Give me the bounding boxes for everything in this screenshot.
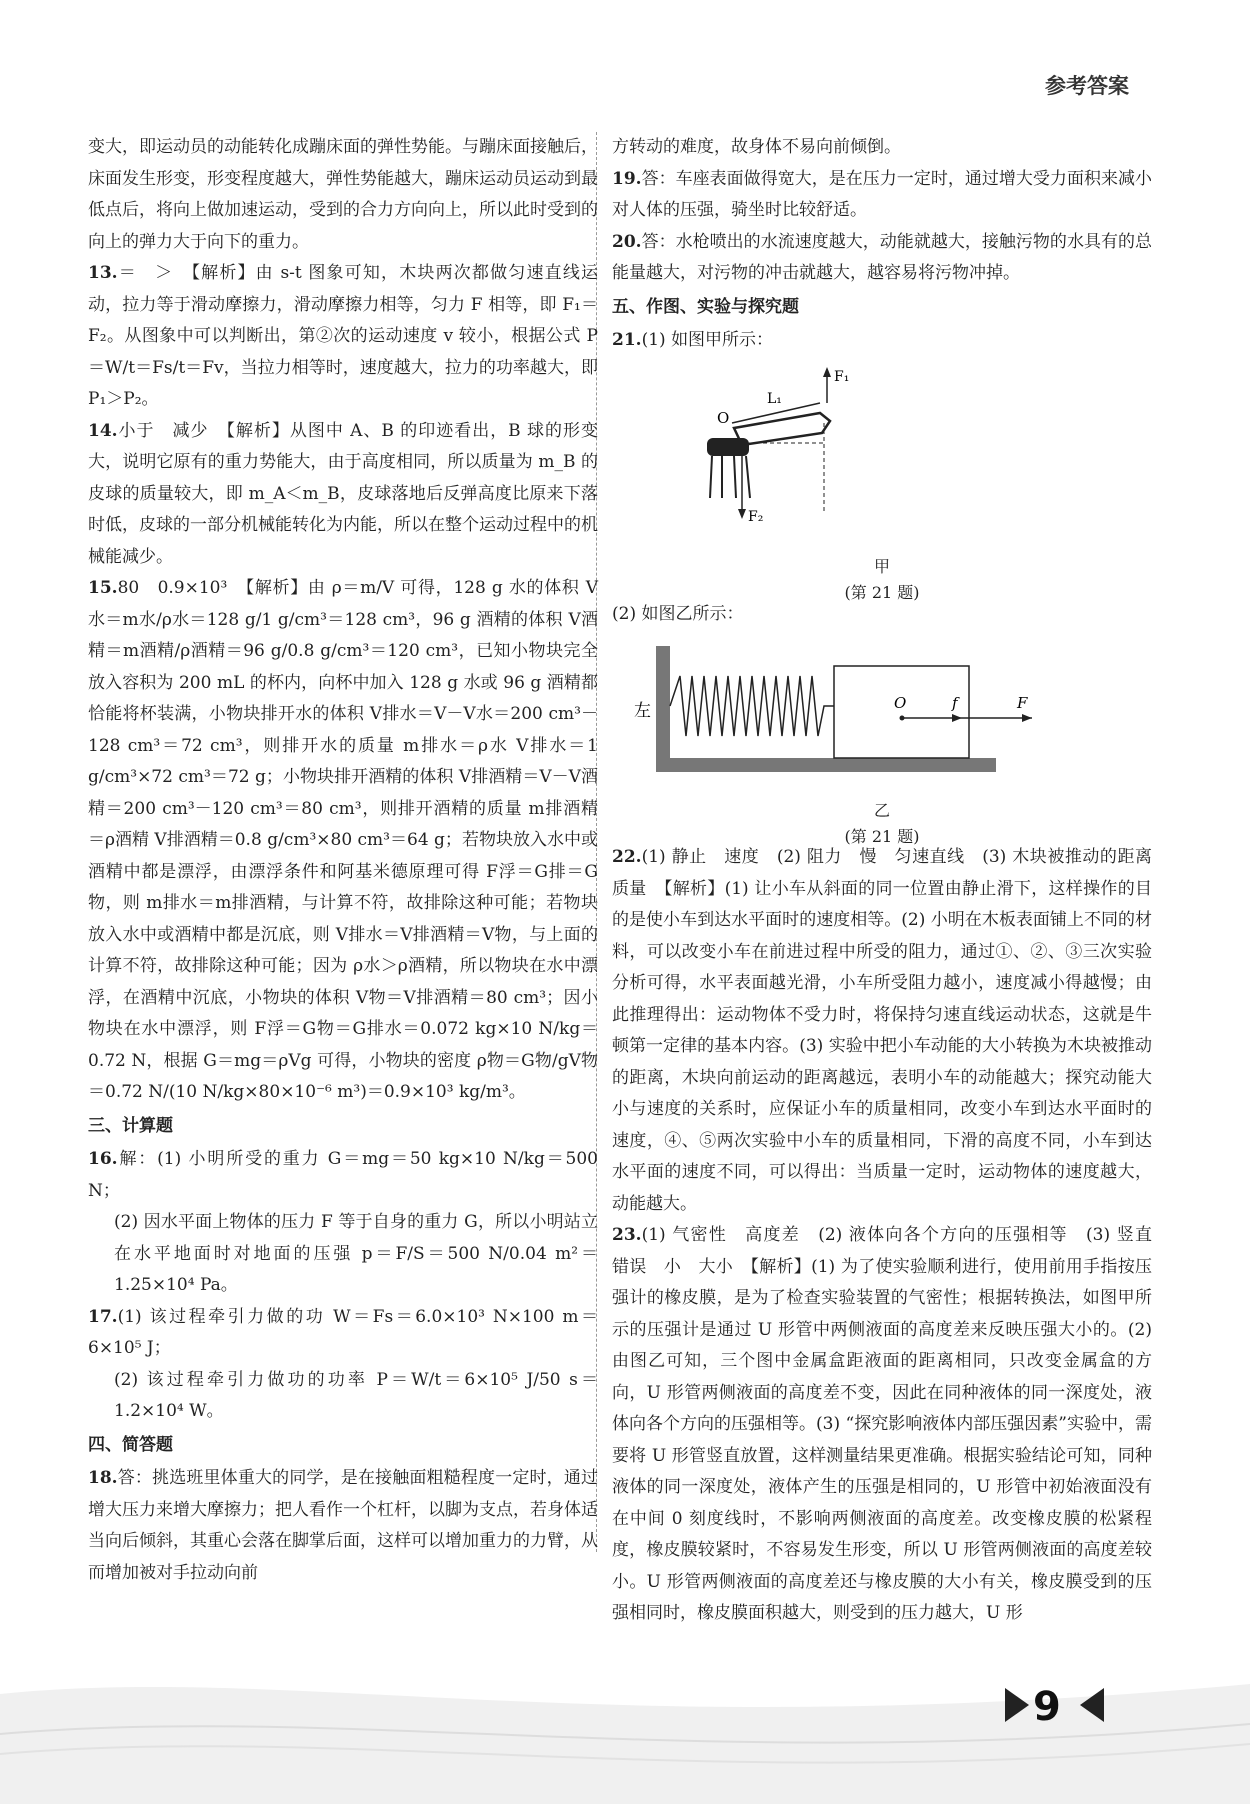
figure-jia bbox=[612, 363, 1152, 602]
answer-18: 18.答：挑选班里体重大的同学，是在接触面粗糙程度一定时，通过增大压力来增大摩擦力；把人看作一个杠杆，以脚为支点，若身体适当向后倾斜，其重心会落在脚掌后面，这样可以增加重力的力臂，从而增加被对手拉动向前 bbox=[88, 1468, 598, 1583]
answer-23: 23.(1) 气密性 高度差 (2) 液体向各个方向的压强相等 (3) 竖直 错误 小 大小 【解析】(1) 为了使实验顺利进行，使用前用手指按压强计的橡皮膜，是为了检查实验装置的气密性；根据转换法，如图甲所示的压强计是通过 U 形管中两侧液面的高度差来反映压强大小的。(2) 由图乙可知，三个图中金属盒距液面的距离相同，只改变金属盒的方向，U 形管两侧液面的高度差不变，因此在同种液体的同一深度处，液体向各个方向的压强相等。(3) “探究影响液体内部压强因素”实验中，需要将 U 形管竖直放置，这样测量结果更准确。根据实验结论可知，同种液体的同一深度处，液体产生的压强是相同的，U 形管中初始液面没有在中间 0 刻度线时，不影响两侧液面的高度差。改变橡皮膜的松紧程度，橡皮膜较紧时，不容易发生形变，所以 U 形管两侧液面的高度差较小。U 形管两侧液面的高度差还与橡皮膜的大小有关，橡皮膜受到的压强相同时，橡皮膜面积越大，则受到的压力越大，U 形 bbox=[612, 1225, 1169, 1623]
section-4-heading: 四、简答题 bbox=[88, 1434, 173, 1455]
label-L1: L₁ bbox=[767, 390, 782, 407]
section-3-heading: 三、计算题 bbox=[88, 1115, 173, 1136]
label-F: F bbox=[1017, 694, 1028, 712]
lever-diagram bbox=[612, 363, 1152, 543]
answer-continuation: 变大，即运动员的动能转化成蹦床面的弹性势能。与蹦床面接触后，床面发生形变，形变程度越大，弹性势能越大，蹦床运动员运动到最低点后，将向上做加速运动，受到的合力方向向上，所以此时受到的向上的弹力大于向下的重力。 bbox=[88, 137, 598, 252]
answer-15: 15.80 0.9×10³ 【解析】由 ρ＝m/V 可得，128 g 水的体积 V水＝m水/ρ水＝128 g/1 g/cm³＝128 cm³，96 g 酒精的体积 V酒精＝m酒精/ρ酒精＝96 g/0.8 g/cm³＝120 cm³，已知小物块完全放入容积为 200 mL 的杯内，向杯中加入 128 g 水或 96 g 酒精都恰能将杯装满，小物块排开水的体积 V排水＝V－V水＝200 cm³－128 cm³＝72 cm³，则排开水的质量 m排水＝ρ水 V排水＝1 g/cm³×72 cm³＝72 g；小物块排开酒精的体积 V排酒精＝V－V酒精＝200 cm³－120 cm³＝80 cm³，则排开酒精的质量 m排酒精＝ρ酒精 V排酒精＝0.8 g/cm³×80 cm³＝64 g；若物块放入水中或酒精中都是漂浮，由漂浮条件和阿基米德原理可得 F浮＝G排＝G物，则 m排水＝m排酒精，与计算不符，故排除这种可能；若物块放入水中或酒精中都是沉底，则 V排水＝V排酒精＝V物，与上面的计算不符，故排除这种可能；因为 ρ水＞ρ酒精，所以物块在水中漂浮，在酒精中沉底，小物块的体积 V物＝V排酒精＝80 cm³；因小物块在水中漂浮，则 F浮＝G物＝G排水＝0.072 kg×10 N/kg＝0.72 N，根据 G＝mg＝ρVg 可得，小物块的密度 ρ物＝G物/gV物＝0.72 N/(10 N/kg×80×10⁻⁶ m³)＝0.9×10³ kg/m³。 bbox=[88, 578, 598, 1102]
figure-yi-caption: (第 21 题) bbox=[844, 826, 920, 846]
answer-19: 19.答：车座表面做得宽大，是在压力一定时，通过增大受力面积来减小对人体的压强，骑坐时比较舒适。 bbox=[612, 168, 1152, 220]
spring-block-diagram bbox=[612, 636, 1152, 786]
header-title: 参考答案 bbox=[1045, 74, 1129, 98]
page-arrow-right-icon bbox=[1005, 1688, 1029, 1722]
answer-21-part2: (2) 如图乙所示： bbox=[612, 603, 744, 624]
section-5-heading: 五、作图、实验与探究题 bbox=[612, 296, 799, 317]
figure-yi-name: 乙 bbox=[873, 800, 890, 820]
figure-jia-caption: (第 21 题) bbox=[844, 583, 920, 602]
answer-21: 21.(1) 如图甲所示： bbox=[612, 330, 774, 350]
answer-16: 16.解：(1) 小明所受的重力 G＝mg＝50 kg×10 N/kg＝500 N； bbox=[88, 1149, 598, 1201]
answer-13: 13.＝ ＞ 【解析】由 s-t 图象可知，木块两次都做匀速直线运动，拉力等于滑动摩擦力，滑动摩擦力相等，匀力 F 相等，即 F₁＝F₂。从图象中可以判断出，第②次的运动速度 v 较小，根据公式 P＝W/t＝Fs/t＝Fv，当拉力相等时，速度越大，拉力的功率越大，即 P₁＞P₂。 bbox=[88, 263, 598, 409]
decorative-wave bbox=[0, 1544, 1250, 1804]
figure-yi bbox=[612, 636, 1152, 846]
figure-jia-name: 甲 bbox=[873, 557, 890, 576]
label-f: f bbox=[952, 694, 958, 712]
page-number: 9 bbox=[1033, 1684, 1061, 1730]
label-left: 左 bbox=[634, 701, 651, 721]
right-column bbox=[612, 132, 1169, 1630]
answer-17-part2: (2) 该过程牵引力做功的功率 P＝W/t＝6×10⁵ J/50 s＝1.2×10⁴ W。 bbox=[114, 1369, 598, 1421]
left-column bbox=[88, 132, 598, 1589]
answer-16-part2: (2) 因水平面上物体的压力 F 等于自身的重力 G，所以小明站立在水平地面时对地面的压强 p＝F/S＝500 N/0.04 m²＝1.25×10⁴ Pa。 bbox=[114, 1212, 598, 1295]
answer-18-continuation: 方转动的难度，故身体不易向前倾倒。 bbox=[612, 137, 901, 157]
answer-17: 17.(1) 该过程牵引力做的功 W＝Fs＝6.0×10³ N×100 m＝6×10⁵ J； bbox=[88, 1306, 598, 1358]
label-O-block: O bbox=[894, 694, 907, 712]
label-O: O bbox=[717, 408, 730, 427]
page-arrow-left-icon bbox=[1080, 1688, 1104, 1722]
answer-20: 20.答：水枪喷出的水流速度越大，动能就越大，接触污物的水具有的总能量越大，对污物的冲击就越大，越容易将污物冲掉。 bbox=[612, 231, 1152, 283]
answer-22: 22.(1) 静止 速度 (2) 阻力 慢 匀速直线 (3) 木块被推动的距离 质量 【解析】(1) 让小车从斜面的同一位置由静止滑下，这样操作的目的是使小车到达水平面时的速度相等。(2) 小明在木板表面铺上不同的材料，可以改变小车在前进过程中所受的阻力，通过①、②、③三次实验分析可得，水平表面越光滑，小车所受阻力越小，速度减小得越慢；由此推理得出：运动物体不受力时，将保持匀速直线运动状态，这就是牛顿第一定律的基本内容。(3) 实验中把小车动能的大小转换为木块被推动的距离，木块向前运动的距离越远，表明小车的动能越大；探究动能大小与速度的关系时，应保证小车的质量相同，改变小车到达水平面时的速度，④、⑤两次实验中小车的质量相同，下滑的高度不同，小车到达水平面的速度不同，可以得出：当质量一定时，运动物体的速度越大，动能越大。 bbox=[612, 847, 1169, 1214]
label-F2: F₂ bbox=[748, 508, 764, 525]
answer-14: 14.小于 减少 【解析】从图中 A、B 的印迹看出，B 球的形变大，说明它原有的重力势能大，由于高度相同，所以质量为 m_B 的皮球的质量较大，即 m_A＜m_B，皮球落地后反弹高度比原来下落时低，皮球的一部分机械能转化为内能，所以在整个运动过程中的机械能减少。 bbox=[88, 420, 598, 567]
label-F1: F₁ bbox=[834, 368, 850, 385]
